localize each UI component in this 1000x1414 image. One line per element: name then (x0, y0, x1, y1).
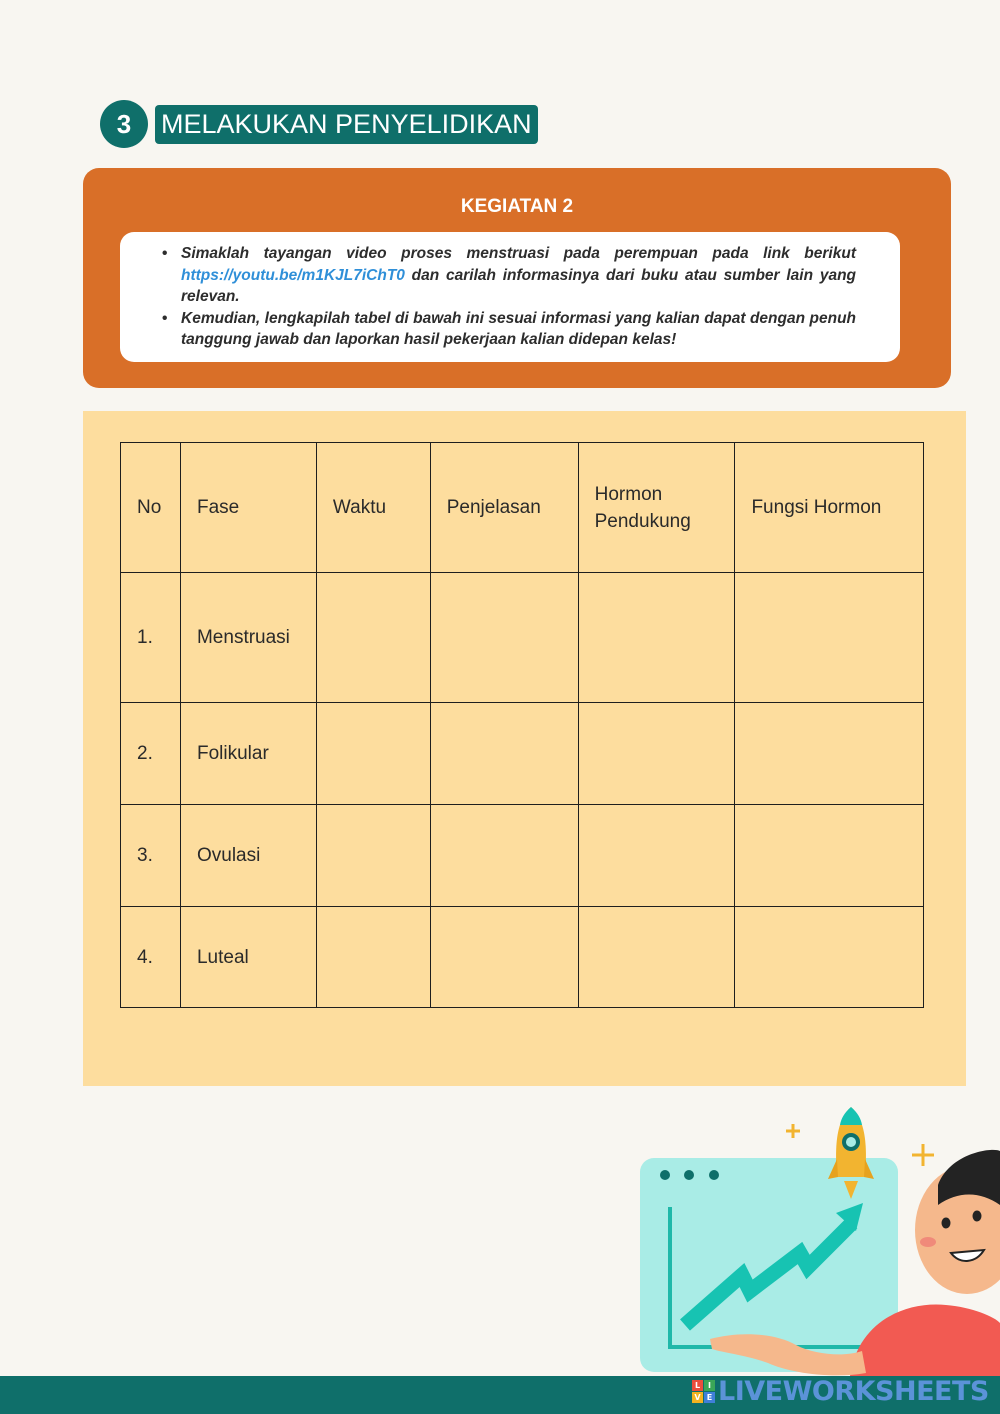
cell-fase: Folikular (180, 703, 316, 805)
answer-cell-waktu[interactable] (316, 703, 430, 805)
answer-cell-hormon[interactable] (578, 907, 735, 1008)
liveworksheets-logo (692, 1374, 989, 1408)
instructions-list (162, 243, 856, 351)
answer-cell-hormon[interactable] (578, 805, 735, 907)
answer-cell-penjelasan[interactable] (430, 805, 578, 907)
table-row (121, 573, 924, 703)
instruction-text: dan carilah informasinya dari buku atau sumber lain yang relevan. (181, 266, 856, 305)
header-no: No (121, 443, 181, 573)
brand-text: LIVEWORKSHEETS (718, 1375, 989, 1407)
table-row (121, 907, 924, 1008)
table-header-row (121, 443, 924, 573)
window-dot (709, 1170, 719, 1180)
brand-letter: L (692, 1380, 703, 1391)
instruction-item (162, 243, 856, 308)
answer-cell-fungsi[interactable] (735, 703, 924, 805)
answer-cell-penjelasan[interactable] (430, 703, 578, 805)
table-row (121, 805, 924, 907)
instruction-text: Kemudian, lengkapilah tabel di bawah ini sesuai informasi yang kalian dapat dengan penuh tanggung jawab dan laporkan hasil pekerjaan kalian didepan kelas! (181, 309, 856, 348)
answer-cell-penjelasan[interactable] (430, 573, 578, 703)
growth-chart-illustration (620, 1095, 1000, 1376)
cell-no: 3. (121, 805, 181, 907)
answer-cell-waktu[interactable] (316, 907, 430, 1008)
video-link[interactable]: https://youtu.be/m1KJL7iChT0 (181, 266, 405, 284)
sparkle-icon (912, 1144, 934, 1166)
table-row (121, 703, 924, 805)
instruction-item (162, 308, 856, 351)
activity-title: KEGIATAN 2 (460, 196, 574, 217)
cell-no: 2. (121, 703, 181, 805)
instruction-text: Simaklah tayangan video proses menstruasi pada perempuan pada link berikut (181, 245, 856, 262)
brand-letter: I (704, 1380, 715, 1391)
window-dot (660, 1170, 670, 1180)
header-fase: Fase (180, 443, 316, 573)
window-dot (684, 1170, 694, 1180)
answer-cell-hormon[interactable] (578, 573, 735, 703)
answer-cell-waktu[interactable] (316, 805, 430, 907)
header-hormon-pendukung: Hormon Pendukung (578, 443, 735, 573)
section-number: 3 (100, 100, 148, 148)
cell-no: 4. (121, 907, 181, 1008)
menstrual-cycle-table (120, 442, 924, 1008)
cell-fase: Menstruasi (180, 573, 316, 703)
answer-cell-fungsi[interactable] (735, 907, 924, 1008)
answer-cell-penjelasan[interactable] (430, 907, 578, 1008)
header-penjelasan: Penjelasan (430, 443, 578, 573)
cell-fase: Ovulasi (180, 805, 316, 907)
answer-cell-hormon[interactable] (578, 703, 735, 805)
brand-icon (692, 1380, 715, 1403)
brand-letter: E (704, 1392, 715, 1403)
answer-cell-fungsi[interactable] (735, 805, 924, 907)
table-panel (83, 411, 966, 1086)
header-waktu: Waktu (316, 443, 430, 573)
section-title: MELAKUKAN PENYELIDIKAN (155, 105, 538, 144)
instructions-box (120, 232, 900, 362)
brand-letter: V (692, 1392, 703, 1403)
cell-no: 1. (121, 573, 181, 703)
cell-fase: Luteal (180, 907, 316, 1008)
sparkle-icon (786, 1124, 800, 1138)
header-fungsi-hormon: Fungsi Hormon (735, 443, 924, 573)
answer-cell-waktu[interactable] (316, 573, 430, 703)
answer-cell-fungsi[interactable] (735, 573, 924, 703)
activity-box (83, 168, 951, 388)
